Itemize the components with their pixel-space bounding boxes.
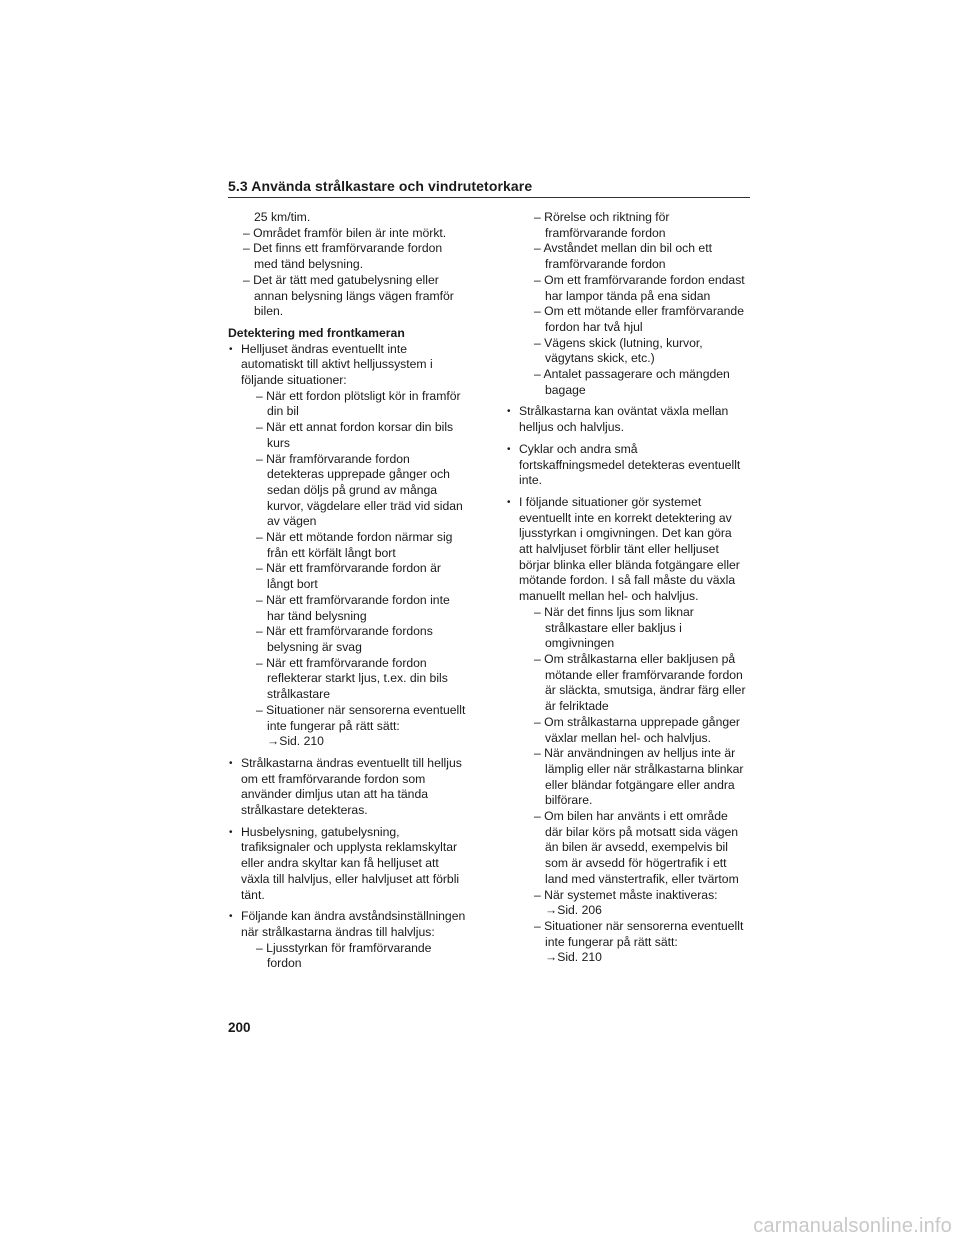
bullet-text: • Husbelysning, gatubelysning, trafiksignaler och upplysta reklamskyltar eller andra skyltar kan få helljuset att växla till halvljus, eller halvljuset att förbli tänt.: [228, 825, 468, 904]
bullet-text: • Strålkastarna ändras eventuellt till helljus om ett framförvarande fordon som använder dimljus utan att ha tända strålkastare detekteras.: [228, 756, 468, 819]
bullet-text: • Cyklar och andra små fortskaffningsmedel detekteras eventuellt inte.: [506, 442, 746, 489]
dash-item: – Avståndet mellan din bil och ett framförvarande fordon: [534, 241, 712, 272]
bullet-item: [506, 442, 746, 489]
dash-item: – Om ett framförvarande fordon endast har lampor tända på ena sidan: [534, 272, 745, 303]
top-dash-list: [519, 210, 746, 398]
page-reference-label: Sid. 210: [279, 734, 324, 749]
dash-item: – När ett framförvarande fordon är långt bort: [256, 561, 441, 592]
bullet-item: [506, 495, 746, 966]
arrow-right-icon: →: [545, 950, 558, 965]
arrow-right-icon: →: [545, 903, 558, 918]
watermark: carmanualsonline.info: [753, 1215, 952, 1237]
dash-item: – Ljusstyrkan för framförvarande fordon: [256, 940, 432, 971]
dash-item: – Rörelse och riktning för framförvarande fordon: [534, 210, 670, 240]
subheading: Detektering med frontkameran: [228, 325, 405, 340]
dash-item: – När systemet måste inaktiveras:: [534, 887, 718, 902]
page-number: 200: [228, 1020, 251, 1035]
dash-item: – När ett annat fordon korsar din bils kurs: [256, 420, 454, 450]
dash-item: – Situationer när sensorerna eventuellt inte fungerar på rätt sätt:: [534, 918, 744, 949]
page-reference-label: Sid. 210: [557, 950, 602, 965]
page-reference-label: Sid. 206: [557, 903, 602, 918]
dash-item: – När ett framförvarande fordon reflekterar starkt ljus, t.ex. din bils strålkastare: [256, 655, 448, 702]
top-dash-list: [228, 226, 468, 320]
dash-item: – När ett mötande fordon närmar sig från ett körfält långt bort: [256, 530, 453, 560]
right-column: [506, 210, 746, 972]
sub-list: [241, 389, 468, 750]
page-reference-link[interactable]: [241, 734, 468, 750]
left-column: [228, 210, 468, 978]
dash-item: – Vägens skick (lutning, kurvor, vägytans skick, etc.): [534, 335, 703, 366]
dash-item: – När ett framförvarande fordons belysning är svag: [256, 624, 433, 654]
bullet-text: • Helljuset ändras eventuellt inte automatiskt till aktivt helljussystem i följande situationer:: [228, 342, 468, 389]
dash-item: – Antalet passagerare och mängden bagage: [534, 367, 730, 397]
page-reference-link[interactable]: [519, 950, 746, 966]
bullet-item: [228, 342, 468, 750]
section-header: [228, 178, 750, 198]
dash-item: – Om strålkastarna upprepade gånger växlar mellan hel- och halvljus.: [534, 714, 740, 745]
bullet-item: [506, 404, 746, 435]
dash-item: – När framförvarande fordon detekteras upprepade gånger och sedan döljs på grund av många kurvor, vägdelare eller träd vid sidan av vägen: [256, 451, 463, 529]
bullet-item: [228, 756, 468, 819]
page-reference-link[interactable]: [519, 903, 746, 919]
dash-item: – När ett framförvarande fordon inte har tänd belysning: [256, 592, 450, 623]
bullet-item: [228, 825, 468, 904]
arrow-right-icon: →: [267, 734, 280, 749]
sub-list: [241, 941, 468, 972]
bullet-text: • I följande situationer gör systemet eventuellt inte en korrekt detektering av ljusstyrkan i omgivningen. Det kan göra att halvljuset förblir tänt eller helljuset börjar blinka eller blända fotgängare eller mötande fordon. I så fall måste du växla manuellt mellan hel- och halvljus.: [506, 495, 746, 605]
bullet-text: • Strålkastarna kan oväntat växla mellan helljus och halvljus.: [506, 404, 746, 435]
dash-item: – Situationer när sensorerna eventuellt inte fungerar på rätt sätt:: [256, 702, 466, 733]
dash-item: – När det finns ljus som liknar strålkastare eller bakljus i omgivningen: [534, 604, 694, 651]
dash-item: – Om strålkastarna eller bakljusen på mötande eller framförvarande fordon är släckta, smutsiga, ändrar färg eller är felriktade: [534, 651, 746, 714]
dash-item: – Det är tätt med gatubelysning eller annan belysning längs vägen framför bilen.: [243, 272, 454, 319]
section-title: 5.3 Använda strålkastare och vindrutetorkare: [228, 178, 533, 194]
continued-text: 25 km/tim.: [254, 210, 311, 224]
bullet-item: [228, 909, 468, 972]
dash-item: – När ett fordon plötsligt kör in framför din bil: [256, 388, 461, 419]
dash-item: – Om ett mötande eller framförvarande fordon har två hjul: [534, 304, 744, 334]
sub-list: [519, 605, 746, 966]
dash-item: – Det finns ett framförvarande fordon med tänd belysning.: [243, 241, 443, 272]
dash-item: – Området framför bilen är inte mörkt.: [243, 225, 447, 240]
dash-item: – Om bilen har använts i ett område där bilar körs på motsatt sida vägen än bilen är avsedd, exempelvis bil som är avsedd för högertrafik i ett land med vänstertrafik, eller tvärtom: [534, 809, 739, 886]
dash-item: – När användningen av helljus inte är lämplig eller när strålkastarna blinkar eller bländar fotgängare eller andra bilförare.: [534, 746, 744, 808]
bullet-text: • Följande kan ändra avståndsinställningen när strålkastarna ändras till halvljus:: [228, 909, 468, 940]
